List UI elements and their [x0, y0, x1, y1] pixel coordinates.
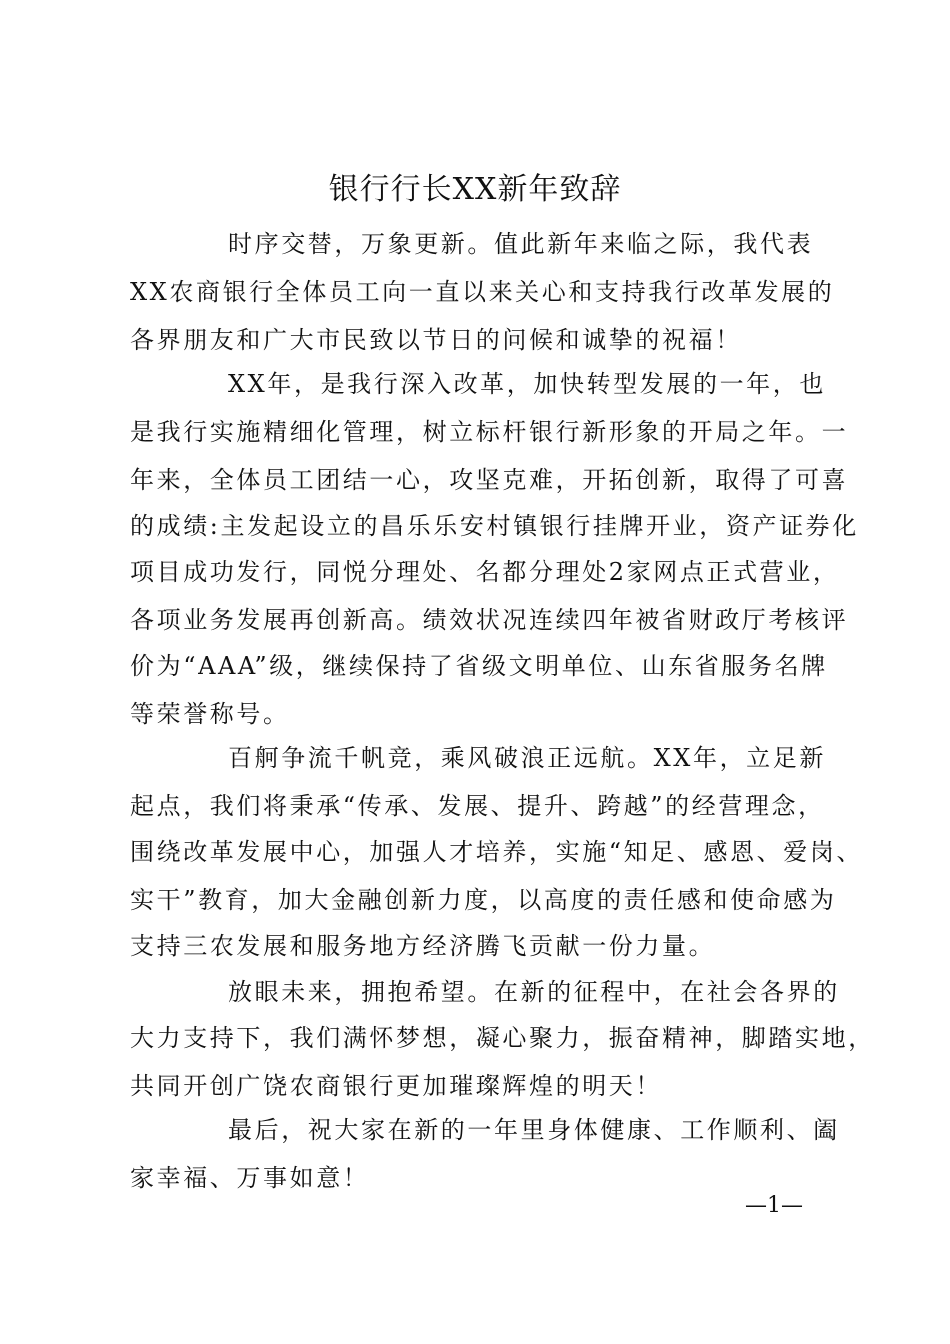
- paragraph-2-line-5: 项目成功发行，同悦分理处、名都分理处2家网点正式营业，: [130, 558, 840, 586]
- paragraph-3-line-4: 实干”教育，加大金融创新力度，以高度的责任感和使命感为: [130, 886, 837, 914]
- paragraph-3-line-2: 起点，我们将秉承“传承、发展、提升、跨越”的经营理念，: [130, 792, 825, 820]
- paragraph-1-line-3: 各界朋友和广大市民致以节日的问候和诚挚的祝福！: [130, 326, 742, 354]
- paragraph-2-line-4: 的成绩:主发起设立的昌乐乐安村镇银行挂牌开业，资产证券化: [130, 512, 859, 540]
- paragraph-1-line-2: XX农商银行全体员工向一直以来关心和支持我行改革发展的: [130, 278, 835, 306]
- paragraph-4-line-3: 共同开创广饶农商银行更加璀璨辉煌的明天！: [130, 1072, 662, 1100]
- paragraph-1-line-1: 时序交替，万象更新。值此新年来临之际，我代表: [228, 230, 814, 258]
- paragraph-3-line-1: 百舸争流千帆竞，乘风破浪正远航。XX年，立足新: [228, 744, 826, 772]
- page-title: 银行行长XX新年致辞: [328, 172, 622, 207]
- paragraph-4-line-2: 大力支持下，我们满怀梦想，凝心聚力，振奋精神，脚踏实地，: [130, 1024, 875, 1052]
- paragraph-4-line-1: 放眼未来，拥抱希望。在新的征程中，在社会各界的: [228, 978, 840, 1006]
- paragraph-2-line-3: 年来，全体员工团结一心，攻坚克难，开拓创新，取得了可喜: [130, 466, 849, 494]
- paragraph-2-line-2: 是我行实施精细化管理，树立标杆银行新形象的开局之年。一: [130, 418, 849, 446]
- paragraph-2-line-8: 等荣誉称号。: [130, 700, 290, 728]
- paragraph-5-line-2: 家幸福、万事如意！: [130, 1164, 370, 1192]
- paragraph-2-line-6: 各项业务发展再创新高。绩效状况连续四年被省财政厅考核评: [130, 606, 849, 634]
- paragraph-3-line-3: 围绕改革发展中心，加强人才培养，实施“知足、感恩、爱岗、: [130, 838, 864, 866]
- paragraph-5-line-1: 最后，祝大家在新的一年里身体健康、工作顺利、阖: [228, 1116, 840, 1144]
- paragraph-2-line-7: 价为“AAA”级，继续保持了省级文明单位、山东省服务名牌: [130, 652, 828, 680]
- paragraph-2-line-1: XX年，是我行深入改革，加快转型发展的一年，也: [228, 370, 826, 398]
- paragraph-3-line-5: 支持三农发展和服务地方经济腾飞贡献一份力量。: [130, 932, 716, 960]
- page-number: —1—: [745, 1193, 803, 1218]
